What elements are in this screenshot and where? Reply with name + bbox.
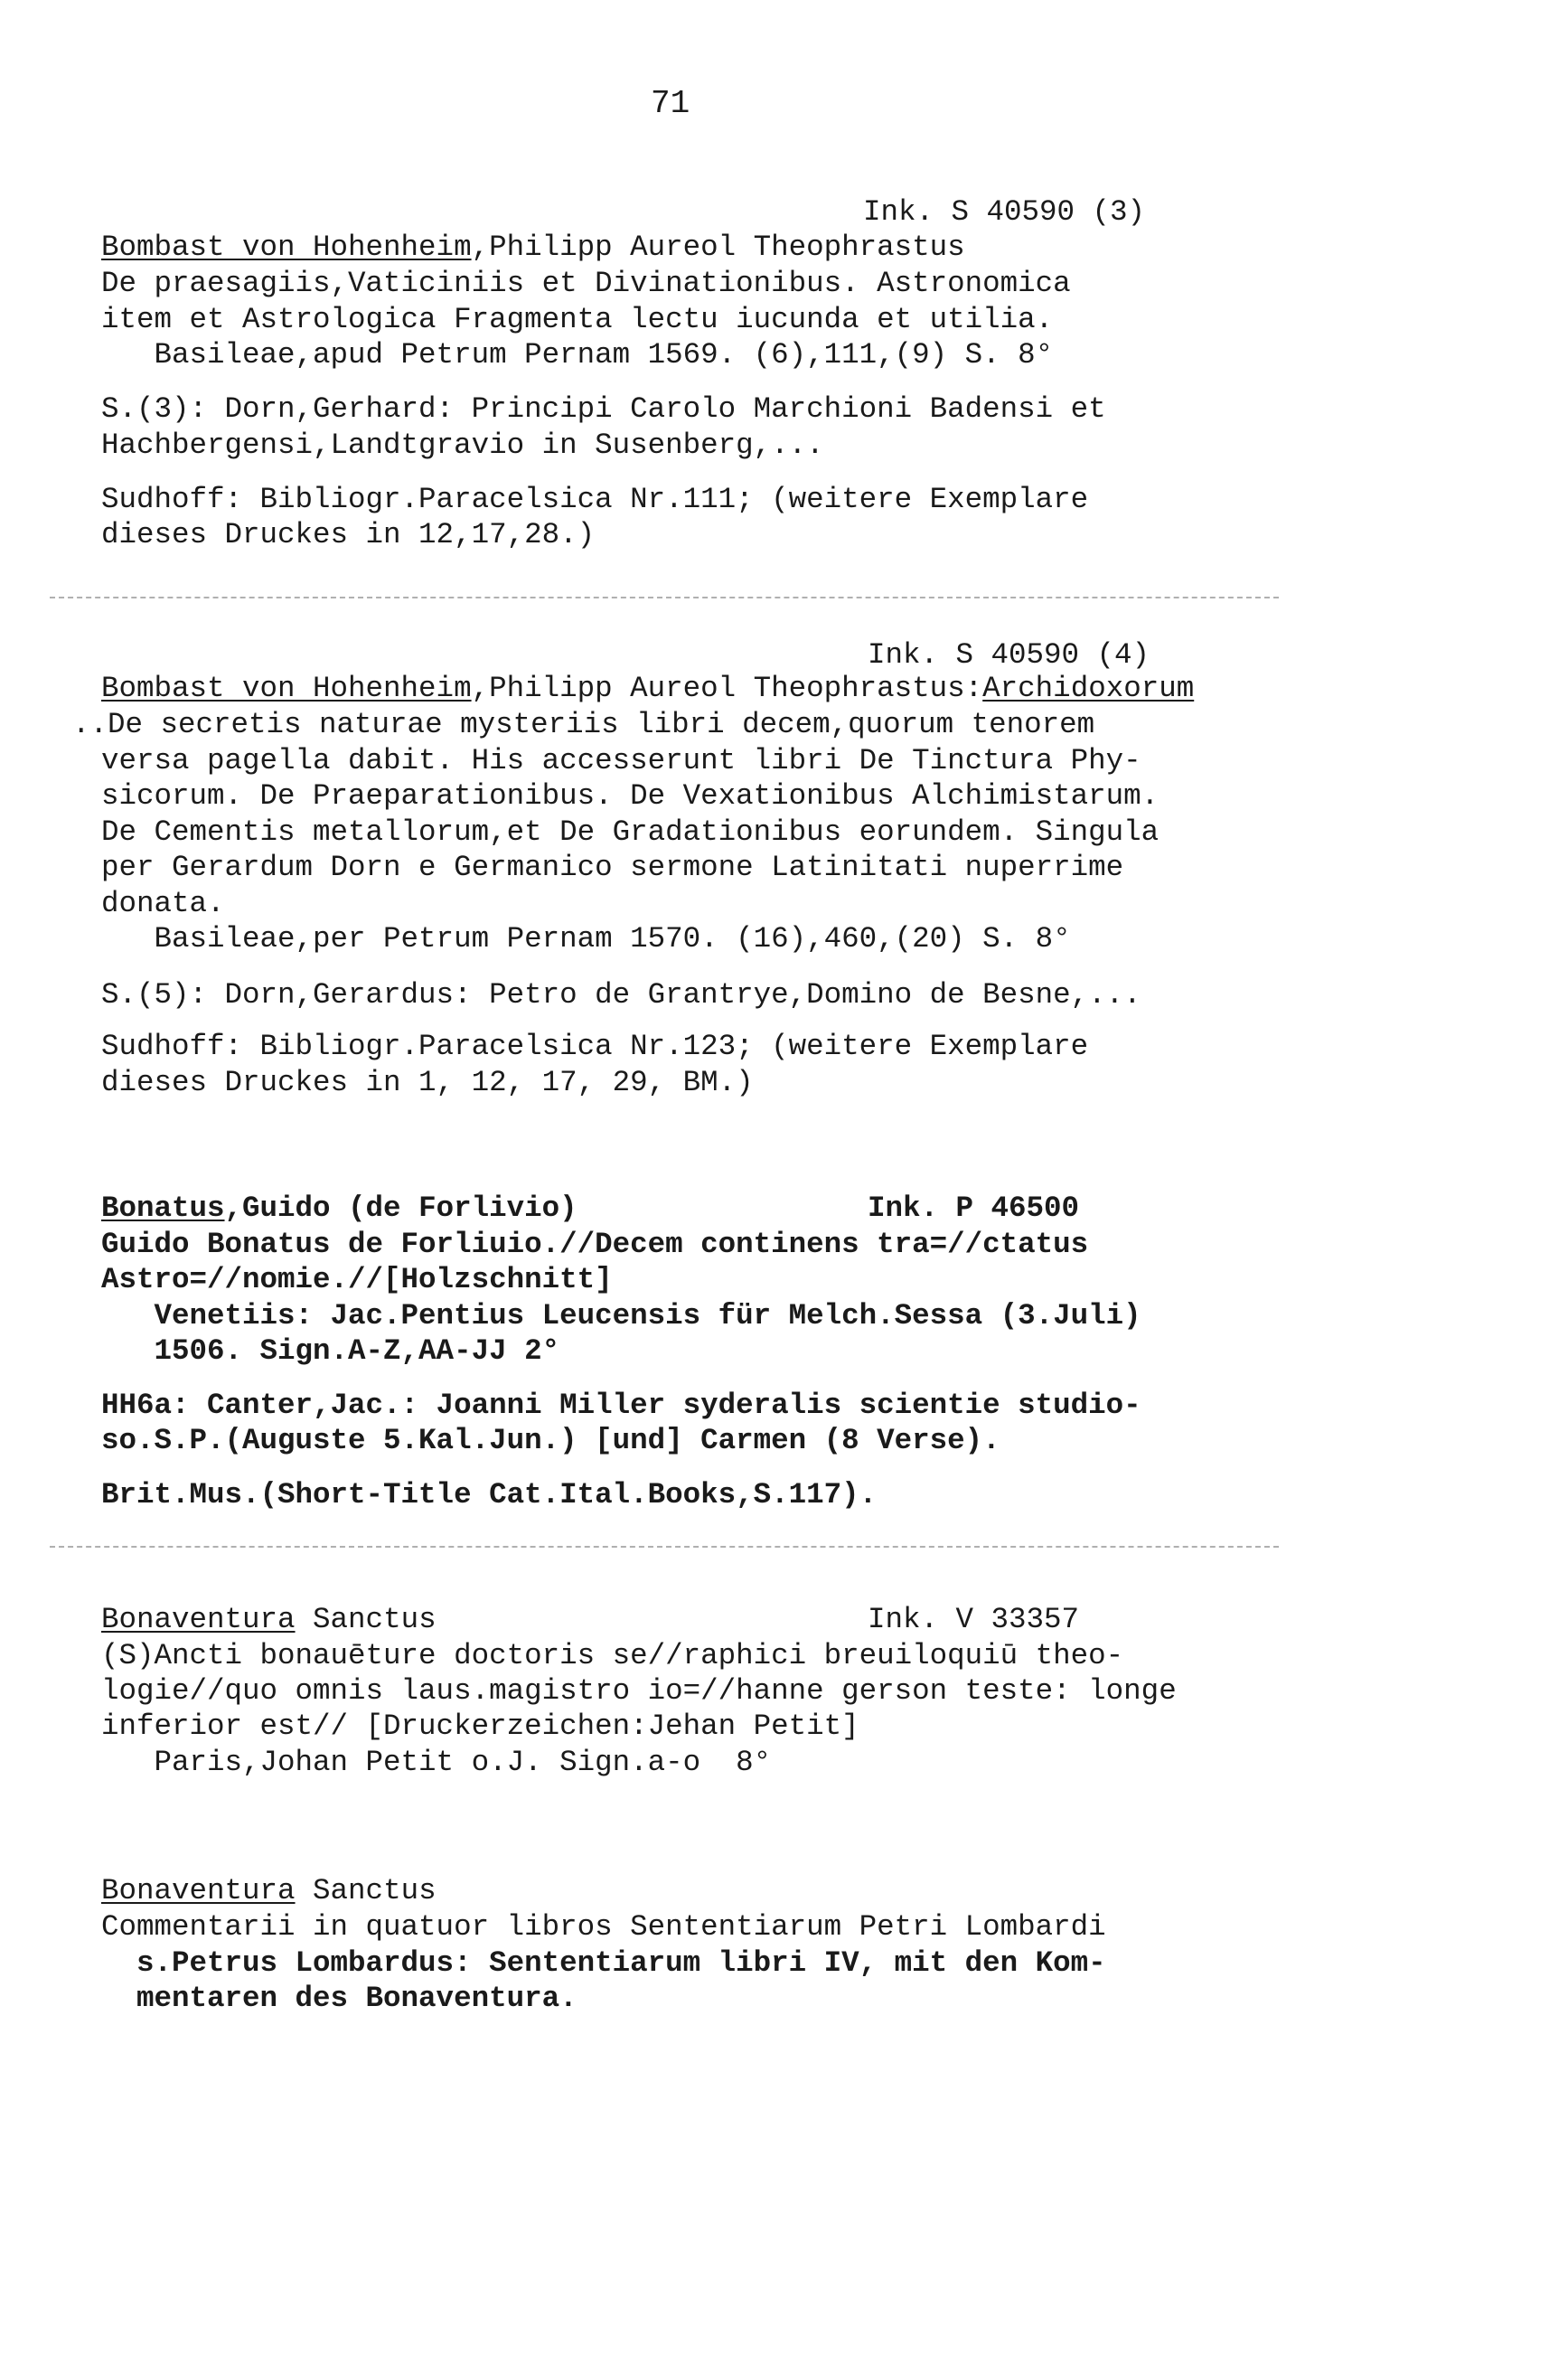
author-name: Bombast von Hohenheim [101, 672, 472, 705]
shelfmark: Ink. V 33357 [868, 1603, 1080, 1636]
entry-heading [101, 1602, 437, 1638]
note-line: Sudhoff: Bibliogr.Paracelsica Nr.123; (weitere Exemplare [101, 1030, 1089, 1063]
entry-heading [101, 671, 1194, 707]
body-line: item et Astrologica Fragmenta lectu iucunda et utilia. [101, 303, 1054, 336]
body-line: per Gerardum Dorn e Germanico sermone Latinitati nuperrime [101, 851, 1124, 884]
note-line: S.(3): Dorn,Gerhard: Principi Carolo Marchioni Badensi et [101, 392, 1106, 426]
author-name: Bonaventura [101, 1603, 296, 1636]
entry-heading [101, 230, 965, 266]
body-line: De Cementis metallorum,et De Gradationibus eorundem. Singula [101, 815, 1160, 849]
note-line: dieses Druckes in 1, 12, 17, 29, BM.) [101, 1066, 754, 1099]
body-line: Basileae,per Petrum Pernam 1570. (16),460,(20) S. 8° [101, 922, 1071, 956]
body-line: Paris,Johan Petit o.J. Sign.a-o 8° [101, 1746, 772, 1779]
note-line: S.(5): Dorn,Gerardus: Petro de Grantrye,Domino de Besne,... [101, 978, 1141, 1012]
author-rest: Sanctus [295, 1874, 437, 1907]
body-line: (S)Ancti bonauēture doctoris se//raphici breuiloquiū theo- [101, 1639, 1124, 1672]
body-line: inferior est// [Druckerzeichen:Jehan Petit] [101, 1709, 859, 1743]
note-line: Brit.Mus.(Short-Title Cat.Ital.Books,S.117). [101, 1478, 878, 1512]
body-line: mentaren des Bonaventura. [101, 1982, 577, 2015]
author-rest: ,Guido (de Forlivio) [224, 1191, 577, 1225]
note-line: so.S.P.(Auguste 5.Kal.Jun.) [und] Carmen (8 Verse). [101, 1424, 1000, 1457]
body-line: 1506. Sign.A-Z,AA-JJ 2° [101, 1334, 560, 1368]
body-line: Commentarii in quatuor libros Sententiarum Petri Lombardi [101, 1910, 1106, 1944]
author-rest: ,Philipp Aureol Theophrastus [471, 231, 965, 264]
body-line: Basileae,apud Petrum Pernam 1569. (6),111,(9) S. 8° [101, 338, 1054, 372]
title-underlined: Archidoxorum [982, 672, 1195, 705]
body-line: versa pagella dabit. His accesserunt libri De Tinctura Phy- [101, 744, 1141, 777]
separator [50, 1546, 1279, 1548]
author-rest: Sanctus [295, 1603, 437, 1636]
shelfmark: Ink. S 40590 (3) [863, 195, 1146, 229]
shelfmark: Ink. S 40590 (4) [868, 638, 1150, 672]
note-line: dieses Druckes in 12,17,28.) [101, 518, 596, 551]
page-number: 71 [651, 85, 690, 122]
note-line: HH6a: Canter,Jac.: Joanni Miller syderalis scientie studio- [101, 1389, 1141, 1422]
author-rest: ,Philipp Aureol Theophrastus: [471, 672, 983, 705]
body-line: donata. [101, 887, 225, 920]
note-line: Hachbergensi,Landtgravio in Susenberg,... [101, 429, 824, 462]
author-name: Bonaventura [101, 1874, 296, 1907]
separator [50, 597, 1279, 598]
body-line: ..De secretis naturae mysteriis libri decem,quorum tenorem [72, 708, 1095, 741]
author-name: Bombast von Hohenheim [101, 231, 472, 264]
body-line: Venetiis: Jac.Pentius Leucensis für Melch.Sessa (3.Juli) [101, 1299, 1141, 1333]
body-line: Guido Bonatus de Forliuio.//Decem continens tra=//ctatus [101, 1228, 1089, 1261]
entry-heading [101, 1191, 577, 1227]
shelfmark: Ink. P 46500 [868, 1191, 1080, 1225]
body-line: De praesagiis,Vaticiniis et Divinationibus. Astronomica [101, 267, 1071, 300]
note-line: Sudhoff: Bibliogr.Paracelsica Nr.111; (weitere Exemplare [101, 483, 1089, 516]
body-line: sicorum. De Praeparationibus. De Vexationibus Alchimistarum. [101, 779, 1160, 813]
body-line: s.Petrus Lombardus: Sententiarum libri IV, mit den Kom- [101, 1946, 1106, 1980]
author-name: Bonatus [101, 1191, 225, 1225]
body-line: logie//quo omnis laus.magistro io=//hanne gerson teste: longe [101, 1674, 1177, 1708]
entry-heading [101, 1873, 437, 1909]
body-line: Astro=//nomie.//[Holzschnitt] [101, 1263, 613, 1296]
